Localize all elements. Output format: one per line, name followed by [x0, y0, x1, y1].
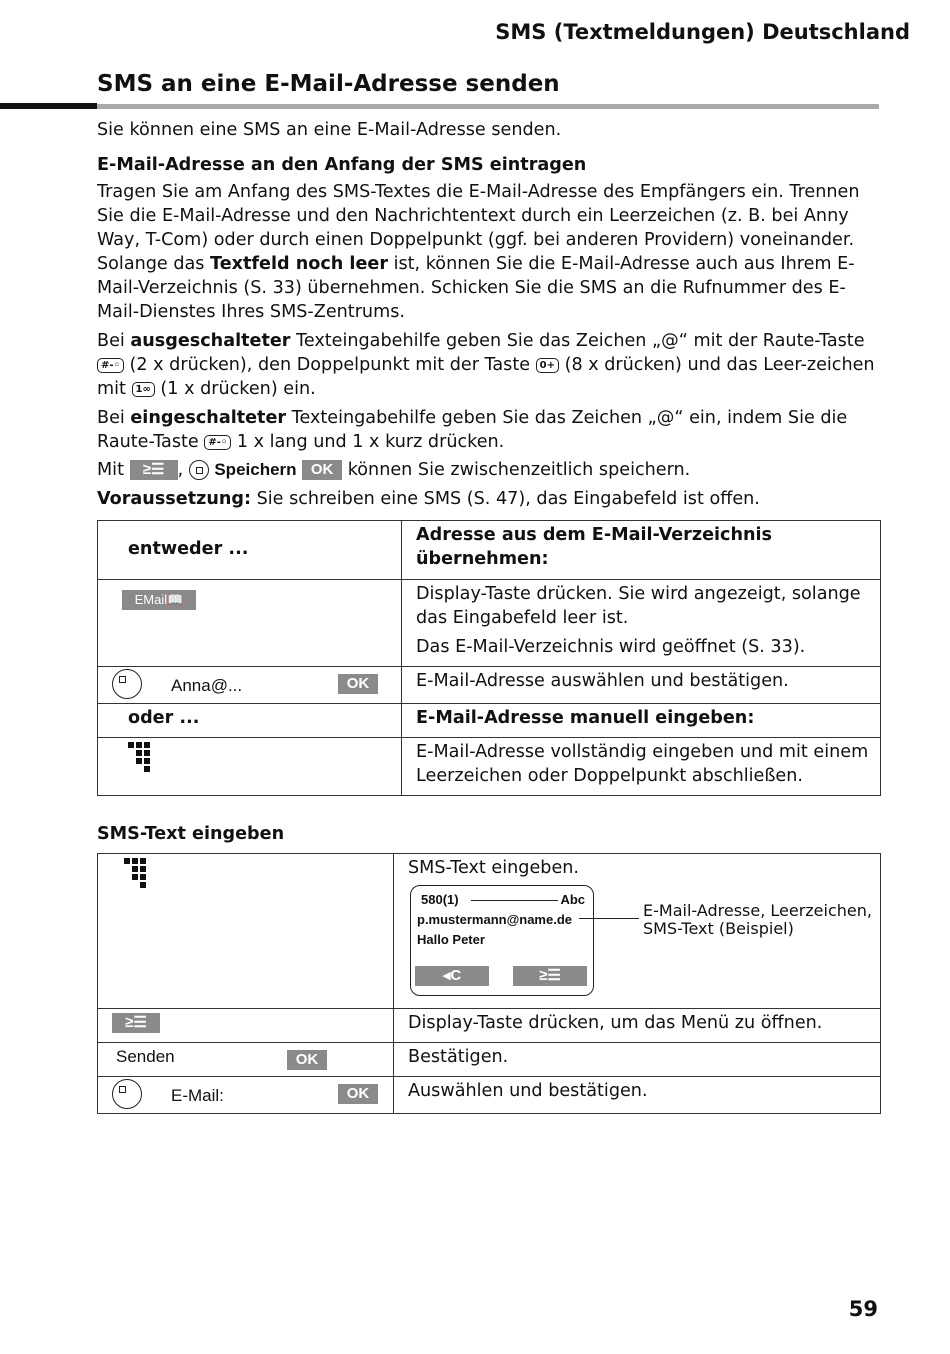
- row-text: E-Mail-Adresse auswählen und bestätigen.: [402, 667, 881, 704]
- table-row: [98, 667, 881, 704]
- menu-option: Anna@...: [171, 676, 243, 695]
- row-heading: Adresse aus dem E-Mail-Verzeichnis übernehmen:: [402, 521, 881, 580]
- table-row: [98, 580, 881, 667]
- table-row: [98, 1009, 881, 1043]
- page-number: 59: [848, 1297, 878, 1321]
- option-or: oder ...: [98, 704, 402, 738]
- menu-softkey-icon: ≥☰: [112, 1013, 160, 1033]
- nav-key-icon: [189, 460, 209, 480]
- clear-softkey-icon: ◂C: [415, 966, 489, 986]
- table-row: [98, 1077, 881, 1114]
- title-rule-black: [0, 103, 97, 109]
- option-either: entweder ...: [98, 521, 402, 580]
- section-title: SMS an eine E-Mail-Adresse senden: [97, 71, 560, 97]
- ok-softkey-icon: OK: [302, 460, 342, 480]
- nav-key-icon: [112, 669, 142, 699]
- zero-key-icon: 0+: [536, 358, 559, 373]
- row-text: Display-Taste drücken. Sie wird angezeigt, solange das Eingabefeld leer ist.: [416, 584, 861, 628]
- paragraph-text-help-off: Bei ausgeschalteter Texteingabehilfe geben Sie das Zeichen „@“ mit der Raute-Taste #-◦ (2 x drücken), den Doppelpunkt mit der Taste 0+ (8 x drücken) und das Leer-zeichen mit 1∞ (1 x drücken) ein.: [97, 331, 875, 399]
- paragraph-text-help-on: Bei eingeschalteter Texteingabehilfe geben Sie das Zeichen „@“ ein, indem Sie die Raute-Taste #-◦ 1 x lang und 1 x kurz drücken.: [97, 408, 848, 452]
- steps-table-sms: [97, 853, 881, 1114]
- row-text: E-Mail-Adresse vollständig eingeben und mit einem Leerzeichen oder Doppelpunkt abschließen.: [402, 738, 881, 796]
- paragraph-address: Tragen Sie am Anfang des SMS-Textes die E-Mail-Adresse des Empfängers ein. Trennen Sie die E-Mail-Adresse und den Nachrichtentext durch ein Leerzeichen (z. B. bei Anny Way, T-Com) oder durch einen Doppelpunkt (ggf. bei anderen Providern) voneinander. Solange das Textfeld noch leer ist, können Sie die E-Mail-Adresse auch aus Ihrem E-Mail-Verzeichnis (S. 33) übernehmen. Schicken Sie die SMS an die Rufnummer des E-Mail-Dienstes Ihres SMS-Zentrums.: [97, 182, 860, 322]
- hash-key-icon: #-◦: [97, 358, 124, 373]
- hash-key-icon: #-◦: [204, 435, 231, 450]
- row-text: Auswählen und bestätigen.: [394, 1077, 881, 1114]
- row-text: Bestätigen.: [394, 1043, 881, 1077]
- keypad-icon: [124, 742, 154, 772]
- steps-table-address: [97, 520, 881, 796]
- ok-softkey-icon: OK: [287, 1050, 327, 1070]
- menu-softkey-icon: ≥☰: [130, 460, 178, 480]
- row-text: Display-Taste drücken, um das Menü zu öffnen.: [394, 1009, 881, 1043]
- row-text: SMS-Text eingeben.: [408, 858, 580, 878]
- one-key-icon: 1∞: [132, 382, 155, 397]
- display-callout: E-Mail-Adresse, Leerzeichen, SMS-Text (Beispiel): [643, 901, 872, 938]
- menu-softkey-icon: ≥☰: [513, 966, 587, 986]
- display-line-text: Hallo Peter: [417, 932, 485, 947]
- nav-key-icon: [112, 1079, 142, 1109]
- table-row: [98, 854, 881, 1009]
- paragraph-prerequisite: Voraussetzung: Sie schreiben eine SMS (S. 47), das Eingabefeld ist offen.: [97, 489, 760, 509]
- subheading-address-start: E-Mail-Adresse an den Anfang der SMS eintragen: [97, 155, 587, 175]
- table-row: [98, 1043, 881, 1077]
- keypad-icon: [120, 858, 150, 888]
- display-status-left: 580(1): [421, 892, 459, 907]
- menu-option: E-Mail:: [171, 1086, 224, 1105]
- email-softkey-icon: EMail📖: [122, 590, 196, 610]
- title-rule-gray: [97, 104, 879, 109]
- table-row: [98, 738, 881, 796]
- display-status-right: Abc: [558, 888, 585, 912]
- menu-option: Senden: [116, 1047, 175, 1066]
- table-row: [98, 704, 881, 738]
- ok-softkey-icon: OK: [338, 1084, 378, 1104]
- subheading-sms-text: SMS-Text eingeben: [97, 824, 285, 844]
- row-text: Das E-Mail-Verzeichnis wird geöffnet (S. 33).: [416, 637, 806, 657]
- intro-paragraph: Sie können eine SMS an eine E-Mail-Adresse senden.: [97, 120, 562, 140]
- display-screen: [410, 885, 594, 996]
- table-row: [98, 521, 881, 580]
- ok-softkey-icon: OK: [338, 674, 378, 694]
- running-header: SMS (Textmeldungen) Deutschland: [495, 20, 910, 44]
- display-line-email: p.mustermann@name.de: [417, 912, 572, 927]
- row-heading: E-Mail-Adresse manuell eingeben:: [402, 704, 881, 738]
- callout-line: [579, 918, 639, 919]
- paragraph-save: Mit ≥☰ , Speichern OK können Sie zwischenzeitlich speichern.: [97, 460, 691, 480]
